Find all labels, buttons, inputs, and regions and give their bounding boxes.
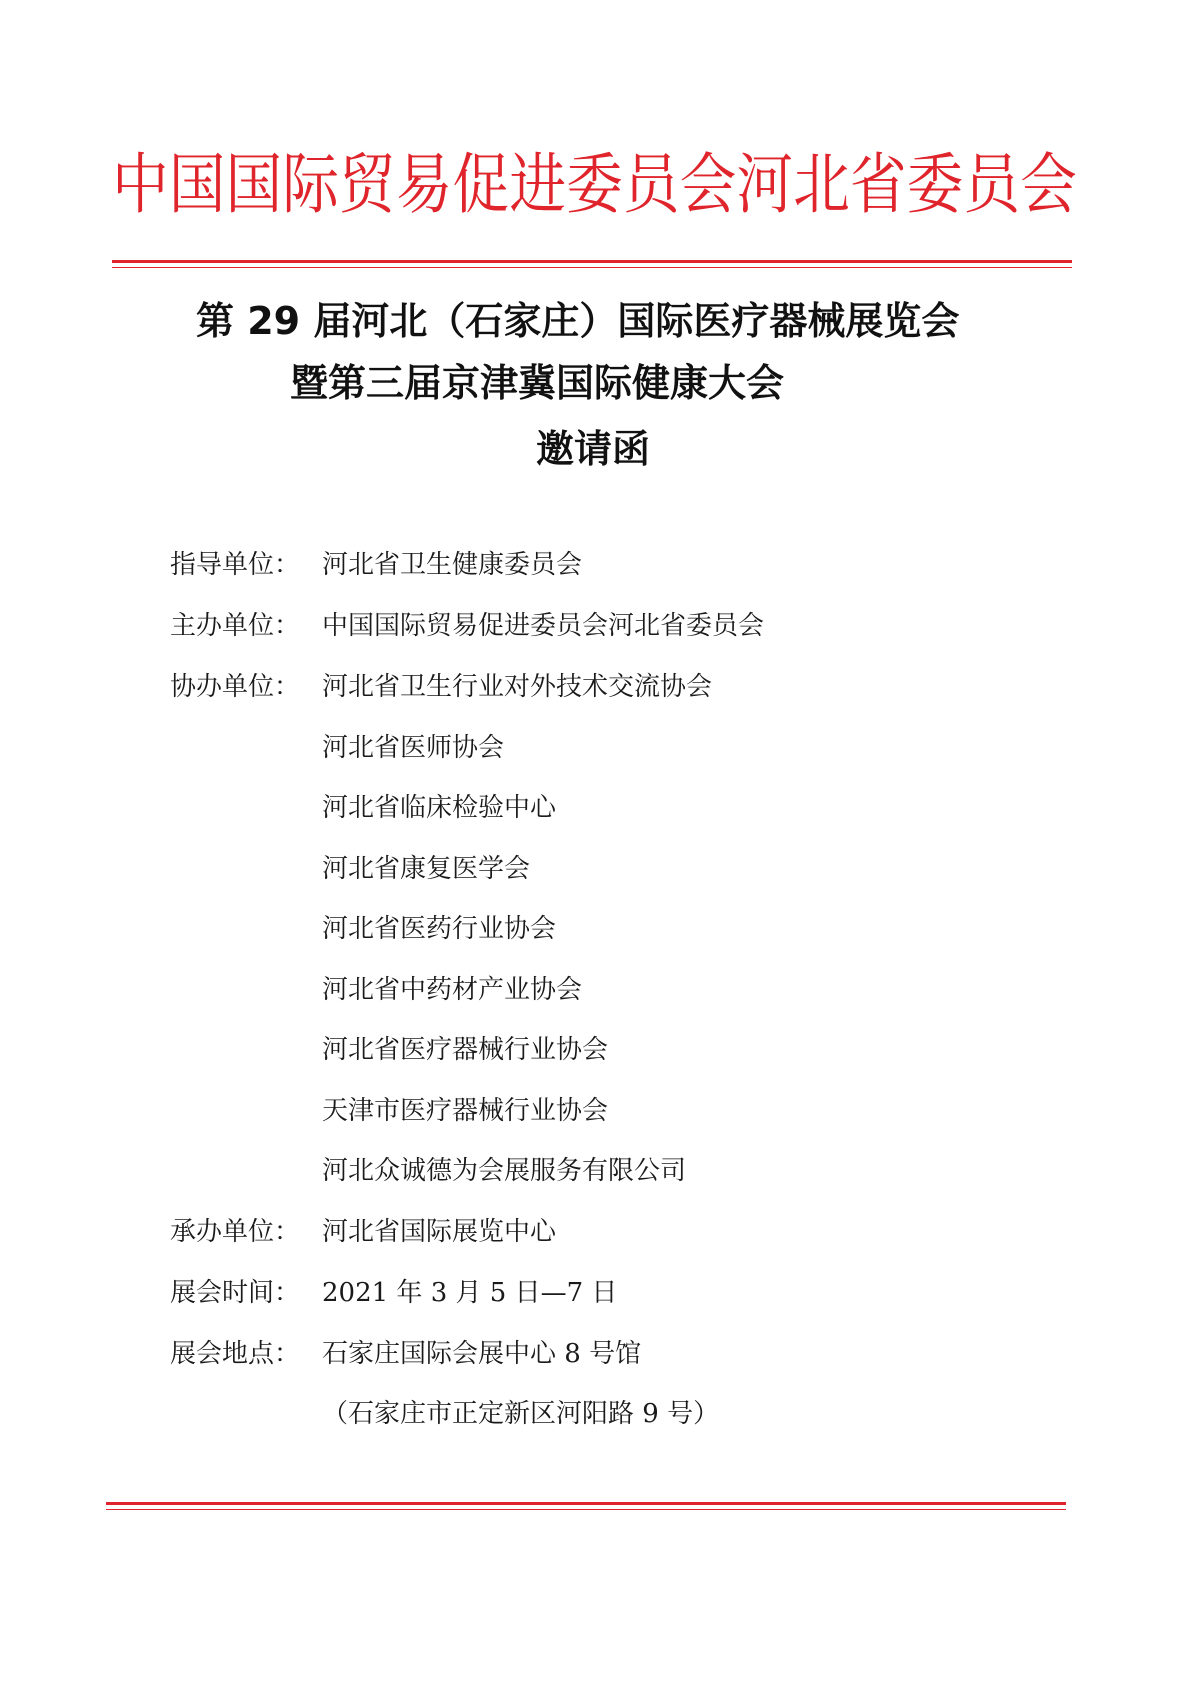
doc-title-line2: 暨第三届京津冀国际健康大会: [290, 361, 785, 405]
guidance-value: 河北省卫生健康委员会: [322, 550, 583, 580]
doc-title-line1: 第 29 届河北（石家庄）国际医疗器械展览会: [196, 299, 960, 343]
footer-rule-thin: [106, 1509, 1066, 1510]
organizer-label: 承办单位：: [170, 1217, 301, 1247]
time-value: 2021 年 3 月 5 日—7 日: [322, 1278, 618, 1308]
organizer-value: 河北省国际展览中心: [322, 1217, 557, 1247]
time-label: 展会时间：: [170, 1278, 301, 1308]
co-organizer-label: 协办单位：: [170, 672, 301, 702]
host-label: 主办单位：: [170, 611, 301, 641]
doc-title-line3: 邀请函: [536, 427, 651, 471]
letterhead-rule-thin: [112, 267, 1072, 268]
co-organizer-item: 天津市医疗器械行业协会: [322, 1096, 609, 1126]
venue-label: 展会地点：: [170, 1339, 301, 1369]
host-value: 中国国际贸易促进委员会河北省委员会: [322, 611, 765, 641]
footer-rule-thick: [106, 1502, 1066, 1505]
letterhead-rule-thick: [112, 260, 1072, 263]
venue-value: 石家庄国际会展中心 8 号馆: [322, 1339, 642, 1369]
co-organizer-item: 河北省医疗器械行业协会: [322, 1035, 609, 1065]
co-organizer-item: 河北众诚德为会展服务有限公司: [322, 1156, 687, 1186]
co-organizer-item: 河北省中药材产业协会: [322, 975, 583, 1005]
guidance-label: 指导单位：: [170, 550, 301, 580]
co-organizer-item: 河北省卫生行业对外技术交流协会: [322, 672, 713, 702]
co-organizer-item: 河北省医师协会: [322, 733, 505, 763]
co-organizer-item: 河北省康复医学会: [322, 854, 531, 884]
venue-address: （石家庄市正定新区河阳路 9 号）: [322, 1399, 720, 1429]
co-organizer-item: 河北省临床检验中心: [322, 793, 557, 823]
letterhead-organization: 中国国际贸易促进委员会河北省委员会: [112, 146, 1077, 223]
co-organizer-item: 河北省医药行业协会: [322, 914, 557, 944]
